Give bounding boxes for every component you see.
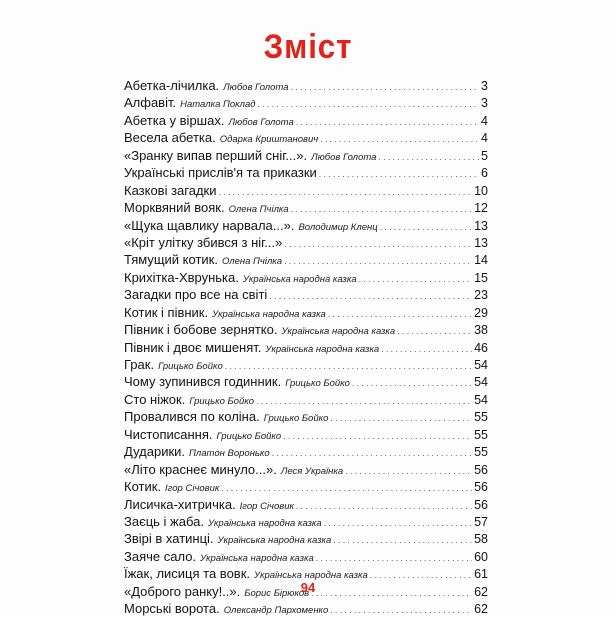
dot-leader xyxy=(269,288,472,303)
dot-leader xyxy=(397,323,472,338)
toc-entry-page: 12 xyxy=(474,201,488,216)
dot-leader xyxy=(378,149,479,164)
dot-leader xyxy=(284,253,472,268)
toc-entry-author: Олена Пчілка xyxy=(228,204,289,216)
toc-entry-page: 61 xyxy=(474,567,488,582)
dot-leader xyxy=(319,166,479,181)
toc-entry-page: 55 xyxy=(474,410,488,425)
toc-entry-author: Українська народна казка xyxy=(212,308,326,320)
toc-entry-page: 13 xyxy=(474,218,488,233)
dot-leader xyxy=(316,550,472,565)
toc-entry xyxy=(124,286,488,303)
toc-entry-page: 56 xyxy=(474,462,488,477)
toc-entry-author: Борис Бірюков xyxy=(244,587,310,599)
toc-entry-author: Любов Голота xyxy=(223,82,289,93)
toc-entry-title: Крихітка-Хврунька. xyxy=(124,269,239,285)
toc-entry-title: Котик і півник. xyxy=(124,304,209,320)
toc-entry-author: Олександр Пархоменко xyxy=(223,605,329,617)
toc-entry xyxy=(124,129,488,146)
toc-entry-title: Українські прислів'я та приказки xyxy=(124,165,317,181)
toc-entry-author: Українська народна казка xyxy=(217,535,332,547)
toc-entry xyxy=(124,496,488,513)
toc-entry-author: Наталка Поклад xyxy=(180,99,256,111)
toc-entry-author: Грицько Бойко xyxy=(285,378,350,390)
dot-leader xyxy=(291,201,472,216)
toc-entry-page: 13 xyxy=(474,235,488,250)
toc-entry-title: Весела абетка. xyxy=(124,130,216,146)
toc-entry-page: 4 xyxy=(481,113,488,128)
dot-leader xyxy=(258,96,479,111)
toc-entry-page: 62 xyxy=(474,584,488,599)
toc-entry xyxy=(124,321,488,338)
toc-entry-title: Заєць і жаба. xyxy=(124,513,204,529)
toc-entry xyxy=(124,77,488,94)
toc-entry-title: Грак. xyxy=(124,357,155,372)
toc-entry-page: 55 xyxy=(474,445,488,460)
dot-leader xyxy=(330,602,472,617)
dot-leader xyxy=(283,428,472,443)
toc-entry-page: 15 xyxy=(474,270,488,285)
toc-entry xyxy=(124,373,488,390)
toc-entry xyxy=(124,408,488,425)
toc-entry-page: 60 xyxy=(474,549,488,564)
dot-leader xyxy=(380,219,472,234)
toc-entry-author: Українська народна казка xyxy=(207,517,322,529)
toc-entry-title: Морські ворота. xyxy=(124,601,220,617)
dot-leader xyxy=(272,445,472,460)
dot-leader xyxy=(324,515,472,530)
toc-entry xyxy=(124,478,488,495)
toc-entry-page: 56 xyxy=(474,480,488,495)
toc-entry-title: Котик. xyxy=(124,479,162,495)
toc-entry-author: Олена Пчілка xyxy=(221,256,283,268)
dot-leader xyxy=(320,131,479,146)
toc-entry-page: 58 xyxy=(474,532,488,547)
toc-entry-title: Заяче сало. xyxy=(124,548,197,564)
toc-entry-author: Грицько Бойко xyxy=(158,361,223,372)
toc-entry-page: 55 xyxy=(474,427,488,442)
toc-entry-title: Півник і двоє мишенят. xyxy=(124,339,262,355)
toc-entry-page: 62 xyxy=(474,602,488,617)
toc-entry-title: Лисичка-хитричка. xyxy=(124,496,236,512)
dot-leader xyxy=(256,393,472,408)
toc-entry-author: Українська народна казка xyxy=(200,552,314,564)
toc-entry-page: 14 xyxy=(474,253,488,268)
toc-entry-title: «Щука щавлику нарвала...». xyxy=(124,217,295,233)
toc-entry-title: «Кріт улітку збився з ніг...» xyxy=(124,234,283,250)
toc-entry xyxy=(124,391,488,408)
toc-entry-author: Грицько Бойко xyxy=(263,413,329,425)
dot-leader xyxy=(284,236,472,251)
dot-leader xyxy=(352,375,472,390)
toc-entry-author: Грицько Бойко xyxy=(189,395,255,407)
toc-entry-title: «Доброго ранку!..». xyxy=(124,583,241,599)
toc-entry-author: Одарка Криштанович xyxy=(219,134,319,146)
toc-entry-page: 57 xyxy=(474,514,488,529)
toc-entry-title: Загадки про все на світі xyxy=(124,287,268,303)
dot-leader xyxy=(328,306,472,321)
toc-entry-author: Любов Голота xyxy=(228,116,294,128)
toc-entry-page: 3 xyxy=(481,96,488,111)
toc-entry-title: Чистописання. xyxy=(124,426,213,442)
dot-leader xyxy=(381,341,472,356)
dot-leader xyxy=(291,79,480,94)
toc-entry-page: 4 xyxy=(481,131,488,146)
toc-entry-title: Їжак, лисиця та вовк. xyxy=(124,566,251,582)
toc-entry-page: 54 xyxy=(474,392,488,407)
toc-entry-page: 54 xyxy=(474,375,488,390)
toc-entry-page: 29 xyxy=(474,305,488,320)
dot-leader xyxy=(296,114,479,129)
dot-leader xyxy=(330,410,472,425)
toc-entry-author: Ігор Січовик xyxy=(239,500,294,512)
toc-entry xyxy=(124,513,488,530)
toc-entry xyxy=(124,182,488,199)
toc-entry-title: Півник і бобове зернятко. xyxy=(124,322,278,338)
toc-entry xyxy=(124,339,488,356)
toc-entry xyxy=(124,94,488,111)
toc-entry-author: Українська народна казка xyxy=(281,326,396,338)
toc-entry-author: Леся Українка xyxy=(280,465,344,477)
toc-entry xyxy=(124,251,488,268)
toc-entry xyxy=(124,199,488,216)
toc-entry xyxy=(124,269,488,286)
toc-entry-title: Абетка-лічилка. xyxy=(124,78,220,93)
dot-leader xyxy=(359,271,472,286)
page-number: 94 xyxy=(300,580,316,595)
toc-entry-author: Українська народна казка xyxy=(254,570,368,582)
toc-entry-title: Абетка у віршах. xyxy=(124,112,225,128)
toc-entry-author: Грицько Бойко xyxy=(216,430,282,442)
dot-leader xyxy=(296,498,472,513)
toc-entry xyxy=(124,112,488,129)
toc-entry-author: Ігор Січовик xyxy=(165,483,220,495)
toc-entry xyxy=(124,356,488,373)
toc-entry xyxy=(124,461,488,478)
toc-entry-page: 10 xyxy=(474,183,488,198)
toc-entry-title: Тямущий котик. xyxy=(124,252,218,268)
toc-entry-title: Чому зупинився годинник. xyxy=(124,374,282,390)
toc-entry xyxy=(124,443,488,460)
toc-entry xyxy=(124,304,488,321)
toc-entry xyxy=(124,530,488,547)
toc-entry-author: Любов Голота xyxy=(311,151,377,163)
toc-entry-page: 46 xyxy=(474,340,488,355)
toc-entry-title: Казкові загадки xyxy=(124,182,217,198)
toc-entry-page: 54 xyxy=(474,358,488,372)
table-of-contents xyxy=(124,77,488,618)
toc-entry-title: «Літо краснеє минуло...». xyxy=(124,461,277,477)
toc-entry-author: Українська народна казка xyxy=(265,343,380,355)
page-title: Зміст xyxy=(263,28,353,66)
toc-entry-title: Алфавіт. xyxy=(124,95,177,111)
dot-leader xyxy=(225,358,472,373)
toc-entry-page: 38 xyxy=(474,323,488,338)
toc-entry-author: Володимир Кленц xyxy=(298,221,378,233)
toc-entry-title: Дударики. xyxy=(124,444,186,460)
dot-leader xyxy=(221,480,472,495)
dot-leader xyxy=(345,463,472,478)
toc-entry-page: 56 xyxy=(474,497,488,512)
toc-entry-page: 3 xyxy=(481,79,488,93)
toc-entry xyxy=(124,426,488,443)
toc-entry-title: Сто ніжок. xyxy=(124,391,186,407)
toc-entry-title: Провалився по коліна. xyxy=(124,409,260,425)
toc-entry xyxy=(124,548,488,565)
toc-entry xyxy=(124,164,488,181)
toc-entry-author: Платон Воронько xyxy=(189,448,270,460)
dot-leader xyxy=(219,184,473,199)
toc-entry xyxy=(124,234,488,251)
toc-entry-title: Морквяний вояк. xyxy=(124,200,225,216)
toc-entry-title: Звірі в хатинці. xyxy=(124,531,214,547)
dot-leader xyxy=(333,532,472,547)
toc-entry-title: «Зранку випав перший сніг...». xyxy=(124,147,308,163)
toc-entry-page: 23 xyxy=(474,288,488,303)
toc-entry xyxy=(124,600,488,617)
toc-entry xyxy=(124,217,488,234)
toc-entry-author: Українська народна казка xyxy=(242,273,357,285)
toc-entry xyxy=(124,147,488,164)
toc-entry-page: 6 xyxy=(481,166,488,181)
toc-entry-page: 5 xyxy=(481,148,488,163)
